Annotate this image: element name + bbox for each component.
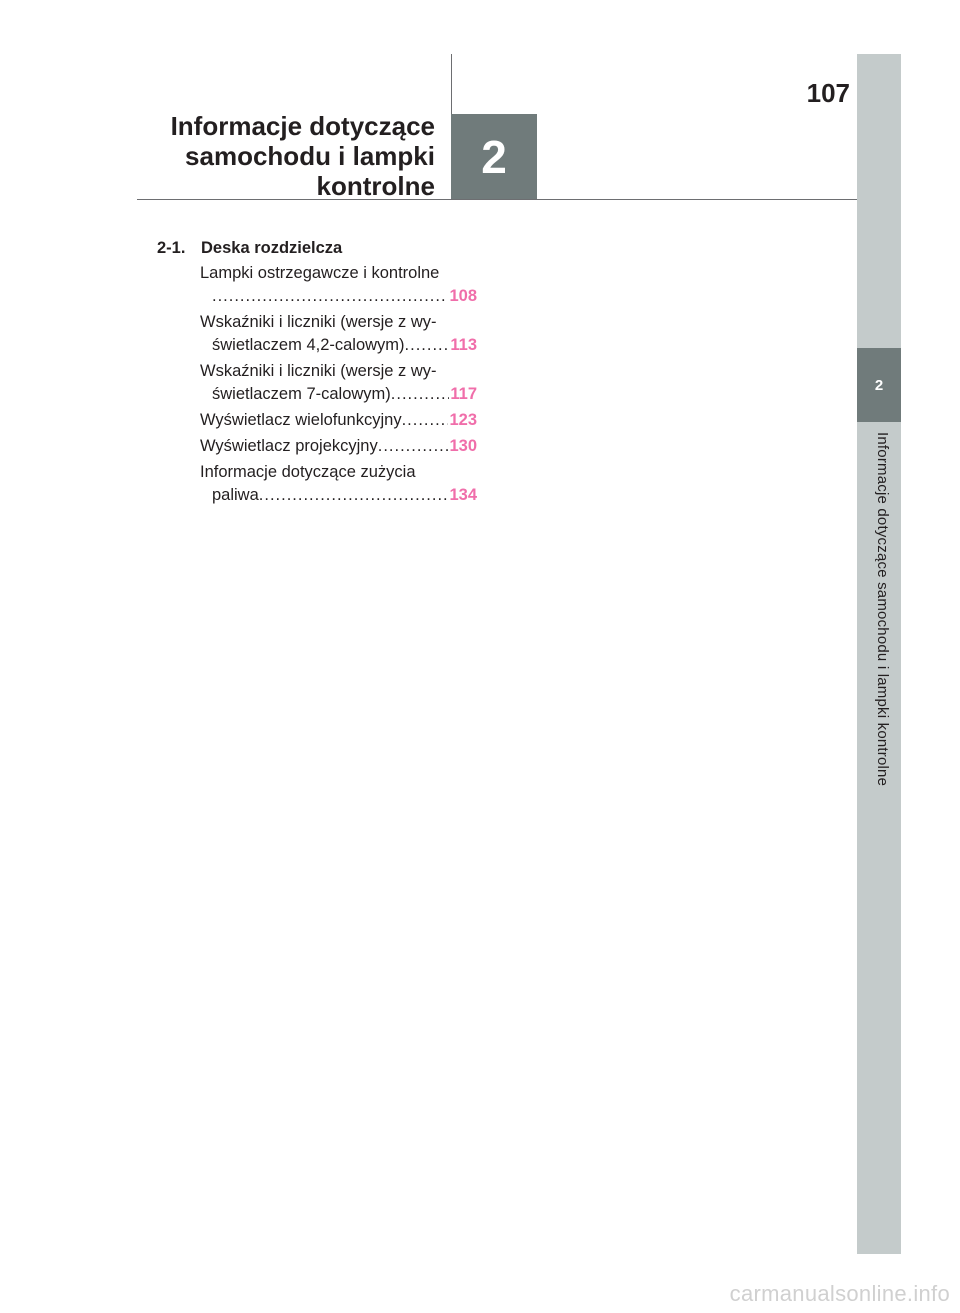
toc-leader-dots: [378, 435, 449, 458]
toc-leader-dots: [259, 484, 449, 507]
toc-entry-title: Lampki ostrzegawcze i kontrolne: [200, 264, 440, 282]
chapter-number-box: 2: [451, 114, 537, 200]
toc-entry[interactable]: [200, 311, 477, 357]
chapter-title-line: samochodu i lampki: [185, 141, 435, 171]
toc-leader-dots: [402, 409, 449, 432]
toc-leader-dots: [391, 383, 450, 406]
toc-entry-title: Wskaźniki i liczniki (wersje z wy-: [200, 313, 437, 331]
toc-entry[interactable]: [200, 360, 477, 406]
chapter-title-line: Informacje dotyczące: [170, 111, 435, 141]
toc-entry-page[interactable]: 130: [449, 437, 477, 455]
toc-entry-title: Informacje dotyczące zużycia: [200, 463, 416, 481]
chapter-title-line: kontrolne: [316, 171, 435, 201]
toc-entry[interactable]: [200, 435, 477, 458]
side-tab-chapter-number: 2: [857, 348, 901, 422]
toc-entry[interactable]: [200, 262, 477, 308]
toc-section-number: 2-1.: [157, 239, 186, 257]
toc-entry-title: Wskaźniki i liczniki (wersje z wy-: [200, 362, 437, 380]
toc-leader-dots: [212, 285, 448, 308]
toc-entry-page[interactable]: 108: [449, 287, 477, 305]
table-of-contents: [157, 237, 477, 510]
toc-section-title: Deska rozdzielcza: [201, 239, 343, 257]
toc-entry-page[interactable]: 123: [449, 411, 477, 429]
toc-entry[interactable]: [200, 461, 477, 507]
toc-entry-page[interactable]: 117: [450, 385, 477, 403]
page-number: 107: [806, 78, 850, 108]
watermark-text: carmanualsonline.info: [729, 1281, 950, 1306]
toc-entry-title-cont: świetlaczem 4,2-calowym): [212, 336, 405, 354]
header-divider-vertical: [451, 54, 452, 114]
toc-entry-title-cont: świetlaczem 7-calowym): [212, 385, 391, 403]
toc-section-heading: [157, 237, 477, 260]
side-tab-chapter-label: Informacje dotyczące samochodu i lampki kontrolne: [874, 432, 891, 787]
toc-leader-dots: [405, 334, 450, 357]
toc-entry-title-cont: paliwa: [212, 486, 259, 504]
toc-entry-title: Wyświetlacz wielofunkcyjny: [200, 411, 402, 429]
toc-entry-title: Wyświetlacz projekcyjny: [200, 437, 378, 455]
toc-entry-page[interactable]: 113: [450, 336, 477, 354]
toc-entry[interactable]: [200, 409, 477, 432]
chapter-title: [105, 111, 435, 201]
toc-entry-page[interactable]: 134: [449, 486, 477, 504]
